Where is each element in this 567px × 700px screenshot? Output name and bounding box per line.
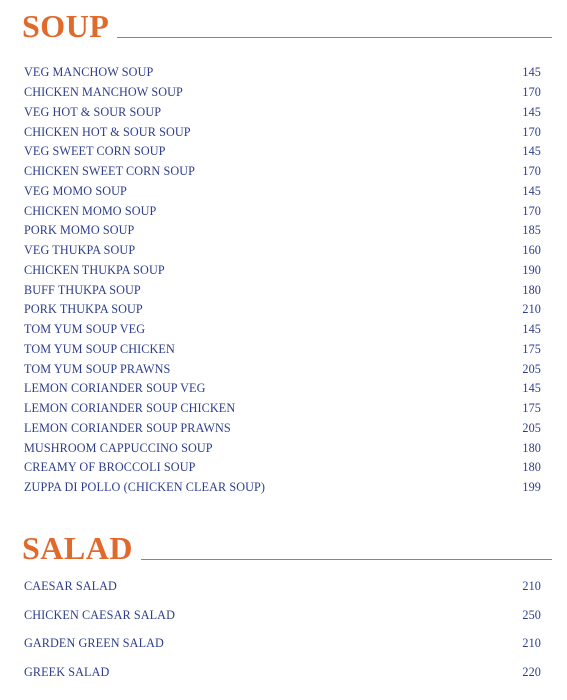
menu-item-price: 170 xyxy=(522,85,541,100)
menu-item-price: 175 xyxy=(522,401,541,416)
menu-item xyxy=(24,63,541,83)
menu-item-name: CHICKEN THUKPA SOUP xyxy=(24,262,165,277)
menu-item-name: VEG THUKPA SOUP xyxy=(24,243,136,258)
soup-section-title: SOUP xyxy=(22,8,110,44)
soup-section-header xyxy=(22,10,552,42)
menu-item xyxy=(24,182,541,202)
menu-item xyxy=(24,379,541,399)
menu-item xyxy=(24,142,541,162)
menu-item xyxy=(24,300,541,320)
menu-item-name: CAESAR SALAD xyxy=(24,578,117,593)
menu-item xyxy=(24,438,541,458)
menu-item xyxy=(24,83,541,103)
menu-item-name: CHICKEN HOT & SOUR SOUP xyxy=(24,124,191,139)
menu-item xyxy=(24,221,541,241)
menu-item-name: CHICKEN CAESAR SALAD xyxy=(24,607,175,622)
menu-item-price: 220 xyxy=(522,664,541,679)
menu-item-price: 185 xyxy=(522,223,541,238)
menu-item-price: 180 xyxy=(522,440,541,455)
menu-item-price: 145 xyxy=(522,322,541,337)
menu-item-price: 210 xyxy=(522,636,541,651)
menu-item xyxy=(24,629,541,658)
menu-item-price: 190 xyxy=(522,262,541,277)
menu-item-price: 205 xyxy=(522,420,541,435)
menu-item-price: 145 xyxy=(522,381,541,396)
menu-item-name: GREEK SALAD xyxy=(24,664,110,679)
soup-menu-list xyxy=(24,63,541,498)
menu-item-price: 145 xyxy=(522,104,541,119)
menu-item-name: VEG MANCHOW SOUP xyxy=(24,65,154,80)
menu-item-name: BUFF THUKPA SOUP xyxy=(24,282,141,297)
menu-item xyxy=(24,320,541,340)
menu-item-name: LEMON CORIANDER SOUP PRAWNS xyxy=(24,420,231,435)
salad-menu-list xyxy=(24,572,541,687)
menu-item-price: 180 xyxy=(522,282,541,297)
menu-item-name: MUSHROOM CAPPUCCINO SOUP xyxy=(24,440,213,455)
menu-item-name: TOM YUM SOUP CHICKEN xyxy=(24,341,175,356)
menu-item xyxy=(24,399,541,419)
menu-item xyxy=(24,201,541,221)
menu-item-name: VEG MOMO SOUP xyxy=(24,183,127,198)
menu-item-price: 180 xyxy=(522,460,541,475)
menu-item xyxy=(24,162,541,182)
menu-item xyxy=(24,572,541,601)
menu-item-price: 145 xyxy=(522,65,541,80)
menu-item-name: TOM YUM SOUP VEG xyxy=(24,322,146,337)
menu-item-price: 205 xyxy=(522,361,541,376)
menu-item-price: 170 xyxy=(522,203,541,218)
menu-item xyxy=(24,103,541,123)
menu-item-price: 210 xyxy=(522,578,541,593)
menu-item-name: LEMON CORIANDER SOUP CHICKEN xyxy=(24,401,236,416)
menu-item-price: 210 xyxy=(522,302,541,317)
salad-section-title: SALAD xyxy=(22,530,133,566)
menu-item-name: LEMON CORIANDER SOUP VEG xyxy=(24,381,206,396)
menu-item xyxy=(24,458,541,478)
menu-item xyxy=(24,419,541,439)
menu-item-price: 145 xyxy=(522,144,541,159)
menu-item-name: CREAMY OF BROCCOLI SOUP xyxy=(24,460,196,475)
menu-item-price: 250 xyxy=(522,607,541,622)
menu-item-price: 160 xyxy=(522,243,541,258)
menu-item xyxy=(24,261,541,281)
menu-item xyxy=(24,658,541,687)
menu-item-price: 199 xyxy=(522,480,541,495)
soup-title-rule xyxy=(117,37,552,38)
menu-item-name: CHICKEN SWEET CORN SOUP xyxy=(24,164,196,179)
menu-item-name: PORK MOMO SOUP xyxy=(24,223,135,238)
salad-title-rule xyxy=(141,559,552,560)
salad-section-header xyxy=(22,532,552,564)
menu-item xyxy=(24,340,541,360)
menu-item-name: VEG HOT & SOUR SOUP xyxy=(24,104,162,119)
menu-item-price: 175 xyxy=(522,341,541,356)
menu-item xyxy=(24,122,541,142)
menu-item-name: PORK THUKPA SOUP xyxy=(24,302,143,317)
menu-item-name: GARDEN GREEN SALAD xyxy=(24,636,164,651)
menu-item-price: 170 xyxy=(522,124,541,139)
menu-item-name: CHICKEN MANCHOW SOUP xyxy=(24,85,183,100)
menu-item-price: 145 xyxy=(522,183,541,198)
menu-item-name: VEG SWEET CORN SOUP xyxy=(24,144,166,159)
menu-item-name: CHICKEN MOMO SOUP xyxy=(24,203,157,218)
menu-item-name: TOM YUM SOUP PRAWNS xyxy=(24,361,171,376)
menu-item xyxy=(24,241,541,261)
menu-item xyxy=(24,359,541,379)
menu-item xyxy=(24,601,541,630)
menu-item xyxy=(24,280,541,300)
menu-item-price: 170 xyxy=(522,164,541,179)
menu-item xyxy=(24,478,541,498)
menu-item-name: ZUPPA DI POLLO (CHICKEN CLEAR SOUP) xyxy=(24,480,266,495)
